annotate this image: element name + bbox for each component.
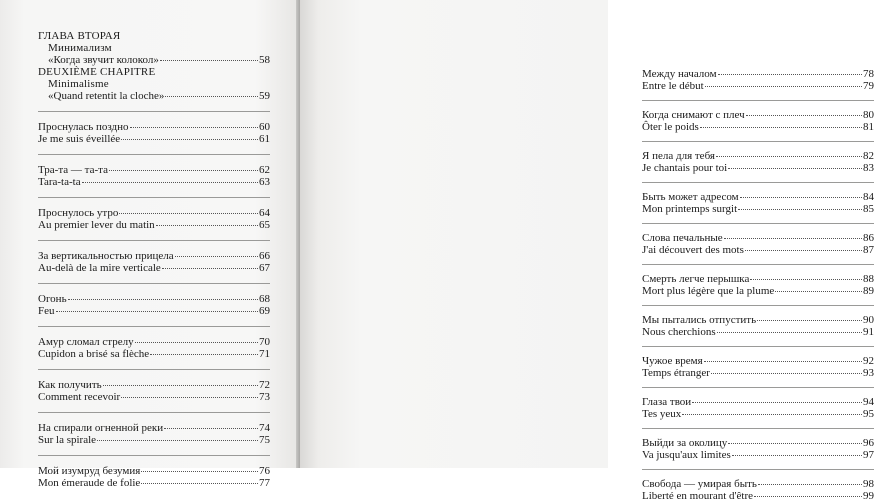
leader-dots — [758, 484, 862, 485]
entry-title: На спирали огненной реки — [38, 422, 164, 434]
page-number: 81 — [863, 121, 874, 133]
leader-dots — [740, 197, 862, 198]
page-number: 71 — [259, 348, 270, 360]
leader-dots — [82, 182, 258, 183]
right-entry-groups — [642, 60, 874, 502]
toc-entry[interactable] — [642, 273, 874, 285]
entry-title: Liberté en mourant d'être — [642, 490, 754, 502]
entry-title: За вертикальностью прицела — [38, 250, 174, 262]
toc-entry[interactable] — [642, 408, 874, 420]
entry-title: Ôter le poids — [642, 121, 699, 133]
leader-dots — [711, 373, 862, 374]
entry-title: Comment recevoir — [38, 391, 121, 403]
entry-title: Мы пытались отпустить — [642, 314, 757, 326]
toc-group — [642, 141, 874, 174]
toc-entry[interactable] — [642, 396, 874, 408]
entry-title: Как получить — [38, 379, 102, 391]
leader-dots — [121, 397, 258, 398]
page-number: 74 — [259, 422, 270, 434]
leader-dots — [150, 354, 258, 355]
entry-title: Чужое время — [642, 355, 703, 367]
toc-entry[interactable] — [642, 191, 874, 203]
page-number: 62 — [259, 164, 270, 176]
left-entry-groups — [38, 111, 270, 489]
toc-entry[interactable] — [38, 219, 270, 231]
toc-group — [642, 387, 874, 420]
leader-dots — [160, 60, 258, 61]
page-number: 99 — [863, 490, 874, 502]
entry-title: Я пела для тебя — [642, 150, 715, 162]
toc-entry[interactable] — [642, 109, 874, 121]
page-number: 90 — [863, 314, 874, 326]
leader-dots — [121, 139, 258, 140]
page-number: 60 — [259, 121, 270, 133]
leader-dots — [175, 256, 258, 257]
page-number: 67 — [259, 262, 270, 274]
entry-title: J'ai découvert des mots — [642, 244, 744, 256]
toc-group — [642, 428, 874, 461]
page-number: 98 — [863, 478, 874, 490]
toc-entry[interactable] — [38, 336, 270, 348]
leader-dots — [56, 311, 259, 312]
toc-entry[interactable] — [642, 437, 874, 449]
chapter-title-fr: DEUXIÈME CHAPITRE — [38, 66, 156, 78]
toc-entry[interactable] — [642, 314, 874, 326]
leader-dots — [135, 342, 258, 343]
entry-title: «Quand retentit la cloche» — [48, 90, 165, 102]
leader-dots — [97, 440, 258, 441]
page-number: 91 — [863, 326, 874, 338]
leader-dots — [704, 361, 862, 362]
toc-entry[interactable] — [38, 262, 270, 274]
toc-entry[interactable] — [38, 90, 270, 102]
entry-title: Au-delà de la mire verticale — [38, 262, 161, 274]
leader-dots — [692, 402, 862, 403]
left-page — [0, 0, 300, 489]
entry-title: Temps étranger — [642, 367, 710, 379]
page-number: 95 — [863, 408, 874, 420]
leader-dots — [750, 279, 862, 280]
leader-dots — [746, 115, 862, 116]
toc-group — [38, 369, 270, 403]
entry-title: Мой изумруд безумия — [38, 465, 141, 477]
page-number: 89 — [863, 285, 874, 297]
entry-title: Огонь — [38, 293, 67, 305]
toc-entry[interactable] — [38, 305, 270, 317]
chapter-title-ru: ГЛАВА ВТОРАЯ — [38, 30, 121, 42]
page-number: 72 — [259, 379, 270, 391]
page-number: 76 — [259, 465, 270, 477]
leader-dots — [732, 455, 862, 456]
toc-group — [642, 182, 874, 215]
page-number: 65 — [259, 219, 270, 231]
entry-title: Проснулось утро — [38, 207, 119, 219]
toc-entry[interactable] — [642, 367, 874, 379]
entry-title: Nous cherchions — [642, 326, 716, 338]
page-number: 77 — [259, 477, 270, 489]
page-number: 97 — [863, 449, 874, 461]
leader-dots — [103, 385, 258, 386]
toc-group — [38, 455, 270, 489]
toc-entry[interactable] — [642, 449, 874, 461]
page-number: 78 — [863, 68, 874, 80]
toc-entry[interactable] — [642, 232, 874, 244]
leader-dots — [141, 471, 258, 472]
leader-dots — [130, 127, 258, 128]
leader-dots — [156, 225, 258, 226]
page-number: 83 — [863, 162, 874, 174]
entry-title: Je me suis éveillée — [38, 133, 121, 145]
toc-entry[interactable] — [642, 68, 874, 80]
page-number: 58 — [259, 54, 270, 66]
entry-title: Mort plus légère que la plume — [642, 285, 775, 297]
chapter-heading-block — [38, 30, 270, 102]
toc-entry[interactable] — [38, 164, 270, 176]
page-number: 79 — [863, 80, 874, 92]
entry-title: Cupidon a brisé sa flèche — [38, 348, 150, 360]
entry-title: Entre le début — [642, 80, 704, 92]
leader-dots — [682, 414, 862, 415]
toc-entry[interactable] — [642, 80, 874, 92]
leader-dots — [109, 170, 258, 171]
entry-title: Между началом — [642, 68, 717, 80]
entry-title: Амур сломал стрелу — [38, 336, 134, 348]
toc-entry[interactable] — [38, 250, 270, 262]
toc-entry[interactable] — [38, 54, 270, 66]
toc-entry[interactable] — [38, 422, 270, 434]
leader-dots — [738, 209, 862, 210]
leader-dots — [754, 496, 862, 497]
leader-dots — [717, 332, 862, 333]
toc-entry[interactable] — [38, 465, 270, 477]
page-number: 82 — [863, 150, 874, 162]
toc-entry[interactable] — [38, 348, 270, 360]
page-number: 85 — [863, 203, 874, 215]
page-number: 84 — [863, 191, 874, 203]
toc-group — [38, 326, 270, 360]
leader-dots — [162, 268, 258, 269]
leader-dots — [724, 238, 862, 239]
toc-group — [642, 469, 874, 502]
page-number: 69 — [259, 305, 270, 317]
page-number: 92 — [863, 355, 874, 367]
section-title-fr: Minimalisme — [48, 78, 109, 90]
toc-entry[interactable] — [642, 162, 874, 174]
toc-entry[interactable] — [642, 355, 874, 367]
page-number: 80 — [863, 109, 874, 121]
toc-entry[interactable] — [642, 203, 874, 215]
toc-group — [642, 223, 874, 256]
toc-entry[interactable] — [642, 478, 874, 490]
page-number: 87 — [863, 244, 874, 256]
leader-dots — [745, 250, 862, 251]
entry-title: Feu — [38, 305, 55, 317]
toc-group — [38, 412, 270, 446]
toc-entry[interactable] — [38, 477, 270, 489]
toc-entry[interactable] — [38, 133, 270, 145]
entry-title: Глаза твои — [642, 396, 692, 408]
toc-entry[interactable] — [38, 379, 270, 391]
toc-entry[interactable] — [38, 121, 270, 133]
toc-group — [642, 264, 874, 297]
page-number: 66 — [259, 250, 270, 262]
page-number: 59 — [259, 90, 270, 102]
entry-title: Слова печальные — [642, 232, 723, 244]
right-page — [300, 0, 874, 502]
toc-entry[interactable] — [642, 490, 874, 502]
toc-group — [642, 100, 874, 133]
toc-entry[interactable] — [642, 121, 874, 133]
leader-dots — [775, 291, 862, 292]
toc-group — [38, 240, 270, 274]
page-number: 61 — [259, 133, 270, 145]
toc-entry[interactable] — [642, 244, 874, 256]
leader-dots — [728, 168, 862, 169]
leader-dots — [700, 127, 862, 128]
leader-dots — [728, 443, 862, 444]
leader-dots — [119, 213, 258, 214]
toc-entry[interactable] — [38, 176, 270, 188]
toc-group — [38, 154, 270, 188]
toc-entry[interactable] — [642, 285, 874, 297]
leader-dots — [68, 299, 258, 300]
leader-dots — [757, 320, 862, 321]
page-number: 94 — [863, 396, 874, 408]
entry-title: Tara-ta-ta — [38, 176, 81, 188]
page-number: 96 — [863, 437, 874, 449]
leader-dots — [718, 74, 862, 75]
toc-entry[interactable] — [38, 434, 270, 446]
entry-title: Смерть легче перышка — [642, 273, 750, 285]
section-title-ru: Минимализм — [48, 42, 112, 54]
page-number: 63 — [259, 176, 270, 188]
toc-entry[interactable] — [38, 293, 270, 305]
toc-entry[interactable] — [642, 150, 874, 162]
leader-dots — [164, 428, 258, 429]
toc-group — [38, 197, 270, 231]
toc-group — [642, 305, 874, 338]
page-number: 73 — [259, 391, 270, 403]
page-number: 93 — [863, 367, 874, 379]
entry-title: Когда снимают с плеч — [642, 109, 745, 121]
entry-title: Mon printemps surgit — [642, 203, 738, 215]
entry-title: Быть может адресом — [642, 191, 739, 203]
toc-group — [642, 60, 874, 92]
toc-group — [642, 346, 874, 379]
page-number: 88 — [863, 273, 874, 285]
leader-dots — [716, 156, 862, 157]
entry-title: Sur la spirale — [38, 434, 97, 446]
toc-group — [38, 283, 270, 317]
toc-entry[interactable] — [38, 391, 270, 403]
page-number: 75 — [259, 434, 270, 446]
entry-title: Va jusqu'aux limites — [642, 449, 731, 461]
entry-title: Au premier lever du matin — [38, 219, 155, 231]
leader-dots — [705, 86, 862, 87]
entry-title: «Когда звучит колокол» — [48, 54, 159, 66]
entry-title: Свобода — умирая быть — [642, 478, 757, 490]
left-toc — [38, 30, 270, 489]
leader-dots — [165, 96, 258, 97]
toc-entry[interactable] — [38, 207, 270, 219]
entry-title: Выйди за околицу — [642, 437, 728, 449]
right-toc — [642, 52, 874, 502]
entry-title: Tes yeux — [642, 408, 682, 420]
entry-title: Проснулась поздно — [38, 121, 129, 133]
leader-dots — [141, 483, 258, 484]
toc-entry[interactable] — [642, 326, 874, 338]
page-number: 64 — [259, 207, 270, 219]
page-number: 68 — [259, 293, 270, 305]
entry-title: Je chantais pour toi — [642, 162, 728, 174]
entry-title: Mon émeraude de folie — [38, 477, 141, 489]
entry-title: Тра-та — та-та — [38, 164, 108, 176]
toc-group — [38, 111, 270, 145]
page-number: 70 — [259, 336, 270, 348]
page-number: 86 — [863, 232, 874, 244]
